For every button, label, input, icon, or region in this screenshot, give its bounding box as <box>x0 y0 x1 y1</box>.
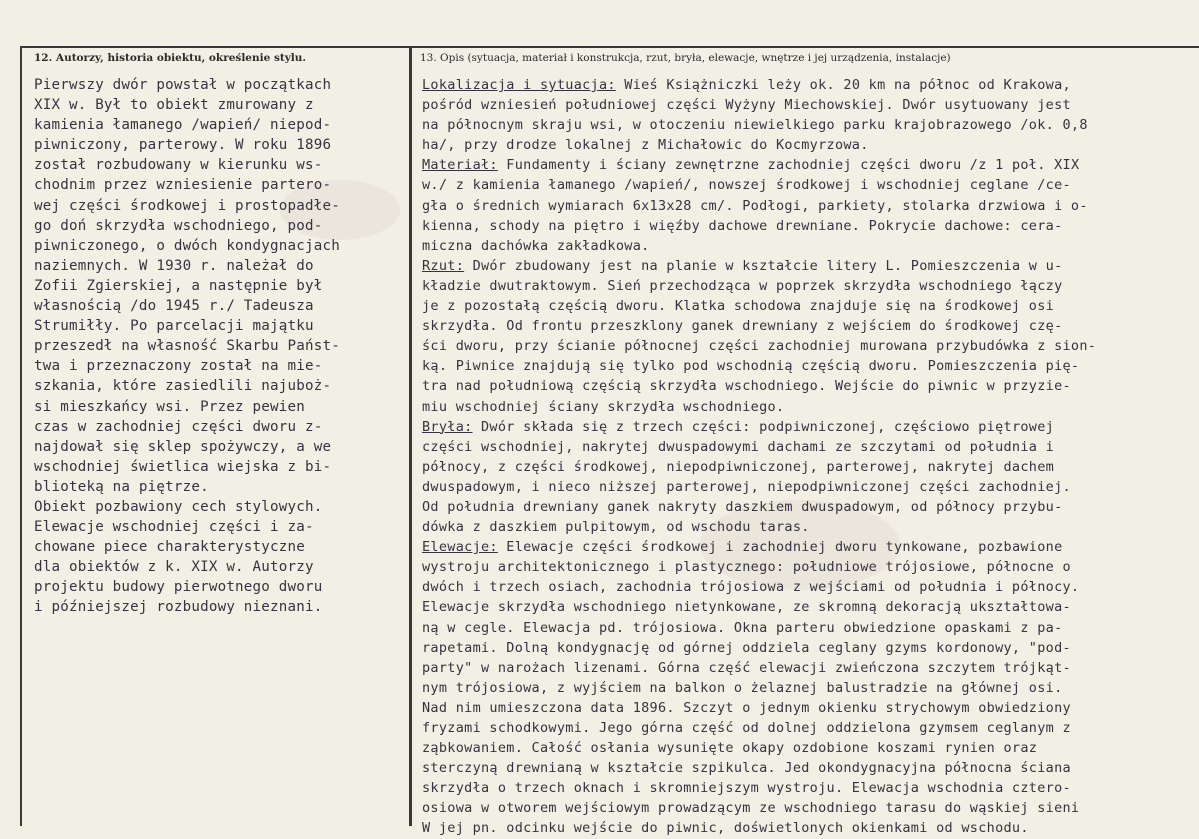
description-text-line <box>422 818 1192 838</box>
history-text-line: Strumiłły. Po parcelacji majątku <box>34 318 314 335</box>
history-text-line: został rozbudowany w kierunku ws- <box>34 157 323 174</box>
description-text-line <box>422 577 1192 597</box>
history-text-line: przeszedł na własność Skarbu Państ- <box>34 338 340 355</box>
history-text-line: Zofii Zgierskiej, a następnie był <box>34 277 323 294</box>
section-text: Dwór zbudowany jest na planie w kształcie litery L. Pomieszczenia w u- <box>464 257 1063 274</box>
section-text: pośród wzniesień południowej części Wyżyny Miechowskiej. Dwór usytuowany jest <box>422 97 1071 114</box>
form-top-rule <box>20 46 1199 48</box>
description-text-line <box>422 758 1192 778</box>
history-text-line: Obiekt pozbawiony cech stylowych. <box>34 498 323 515</box>
section-text: miczna dachówka zakładkowa. <box>422 237 650 254</box>
section-text: miu wschodniej ściany skrzydła wschodniego. <box>422 398 785 415</box>
description-text-line <box>422 778 1192 798</box>
history-text-line: wej części środkowej i prostopadłe- <box>34 197 340 214</box>
section-text: na północnym skraju wsi, w otoczeniu niewielkiego parku krajobrazowego /ok. 0,8 <box>422 117 1088 134</box>
description-text-line <box>422 638 1192 658</box>
section-text: Nad nim umieszczona data 1896. Szczyt o jednym okienku strychowym obwiedziony <box>422 699 1071 716</box>
description-text-line <box>422 537 1192 557</box>
section-text: Elewacje skrzydła wschodniego nietynkowane, ze skromną dekoracją ukształtowa- <box>422 599 1071 616</box>
section-text: ha/, przy drodze lokalnej z Michałowic do Kocmyrzowa. <box>422 137 869 154</box>
history-text-line: własnością /do 1945 r./ Tadeusza <box>34 298 314 315</box>
section-text: je z pozostałą częścią dworu. Klatka schodowa znajduje się na środkowej osi <box>422 298 1055 315</box>
description-text-line <box>422 336 1192 356</box>
description-text-line <box>422 698 1192 718</box>
section-text: party" w narożach lizenami. Górna część elewacji zwieńczona szczytem trójkąt- <box>422 659 1071 676</box>
description-text-line <box>422 115 1192 135</box>
section-13-header: 13. Opis (sytuacja, materiał i konstrukcja, rzut, bryła, elewacje, wnętrze i jej urządzenia, instalacje) <box>420 52 951 64</box>
description-text-line <box>422 356 1192 376</box>
section-label: Rzut: <box>422 257 465 274</box>
section-text: w./ z kamienia łamanego /wapień/, nowszej środkowej i wschodniej ceglane /ce- <box>422 177 1071 194</box>
description-text-line <box>422 618 1192 638</box>
history-text-line: kamienia łamanego /wapień/ niepod- <box>34 117 332 134</box>
history-text-line: dla obiektów z k. XIX w. Autorzy <box>34 559 314 576</box>
description-text-line <box>422 557 1192 577</box>
description-text-line <box>422 658 1192 678</box>
history-text-line: najdował się sklep spożywczy, a we <box>34 438 332 455</box>
section-label: Materiał: <box>422 157 498 174</box>
section-label: Lokalizacja i sytuacja: <box>422 77 616 93</box>
description-text-line <box>422 517 1192 537</box>
section-label: Elewacje: <box>422 539 498 556</box>
section-label: Bryła: <box>422 418 473 435</box>
section-text: ząbkowaniem. Całość osłania wysunięte okapy ozdobione koszami rynien oraz <box>422 740 1038 757</box>
section-text: osiowa w otworem wejściowym prowadzącym ze wschodniego tarasu do wąskiej sieni <box>422 800 1080 817</box>
description-text-line <box>422 216 1192 236</box>
description-text-line <box>422 175 1192 195</box>
section-text: skrzydła. Od frontu przeszklony ganek drewniany z wejściem do środkowej czę- <box>422 318 1063 335</box>
section-text: dwuspadowym, i nieco niższej parterowej, niepodpiwniczonej części zachodniej. <box>422 478 1071 495</box>
history-text-line: go doń skrzydła wschodniego, pod- <box>34 217 323 234</box>
history-text-line: szkania, które zasiedlili najuboż- <box>34 378 332 395</box>
history-text-line: projektu budowy pierwotnego dworu <box>34 579 323 596</box>
section-text: Fundamenty i ściany zewnętrzne zachodniej części dworu /z 1 poł. XIX <box>497 157 1080 174</box>
history-text-line: chowane piece charakterystyczne <box>34 539 305 556</box>
description-text-line <box>422 397 1192 417</box>
section-text: sterczyną drewnianą w kształcie szpikulca. Jed okondygnacyjna północna ściana <box>422 760 1071 777</box>
section-text: ści dworu, przy ścianie północnej części zachodniej murowana przybudówka z sion- <box>422 338 1097 355</box>
section-text: Dwór składa się z trzech części: podpiwniczonej, częściowo piętrowej <box>472 418 1055 435</box>
section-12-header: 12. Autorzy, historia obiektu, określenie stylu. <box>34 52 307 64</box>
form-left-rule <box>20 46 22 826</box>
description-text-line <box>422 316 1192 336</box>
history-text-line: blioteką na piętrze. <box>34 478 209 495</box>
history-text-line: Pierwszy dwór powstał w początkach <box>34 77 332 93</box>
description-text-line <box>422 738 1192 758</box>
description-text-line <box>422 497 1192 517</box>
section-text: części wschodniej, nakrytej dwuspadowymi dachami ze szczytami od południa i <box>422 438 1055 455</box>
description-text-line <box>422 95 1192 115</box>
description-text-line <box>422 437 1192 457</box>
section-text: fryzami schodkowymi. Jego górna część od dolnej oddzielona gzymsem ceglanym z <box>422 720 1071 736</box>
section-text: Elewacje części środkowej i zachodniej dworu tynkowane, pozbawione <box>497 539 1063 556</box>
description-text-line <box>422 477 1192 497</box>
history-text-column <box>34 75 402 618</box>
description-text-line <box>422 376 1192 396</box>
history-text-line: czas w zachodniej części dworu z- <box>34 418 323 435</box>
section-text: skrzydła o trzech oknach i skromniejszym wystroju. Elewacja wschodnia cztero- <box>422 780 1071 797</box>
section-text: Wieś Książniczki leży ok. 20 km na północ od Krakowa, <box>615 77 1071 93</box>
description-text-line <box>422 256 1192 276</box>
section-text: W jej pn. odcinku wejście do piwnic, doświetlonych okienkami od wschodu. <box>422 820 1029 837</box>
description-text-line <box>422 417 1192 437</box>
history-text-line: wschodniej świetlica wiejska z bi- <box>34 458 332 475</box>
history-text-line: chodnim przez wzniesienie partero- <box>34 177 332 194</box>
section-text: dwóch i trzech osiach, zachodnia trójosiowa z wejściami od południa i północy. <box>422 579 1080 596</box>
section-text: kładzie dwutraktowym. Sień przechodząca w poprzek skrzydła wschodniego łączy <box>422 277 1063 294</box>
history-text-line: naziemnych. W 1930 r. należał do <box>34 257 314 274</box>
history-text-line: twa i przeznaczony został na mie- <box>34 358 323 375</box>
description-text-line <box>422 155 1192 175</box>
description-text-line <box>422 75 1192 95</box>
history-text-line: piwniczonego, o dwóch kondygnacjach <box>34 237 340 254</box>
section-text: tra nad południową częścią skrzydła wschodniego. Wejście do piwnic w przyzie- <box>422 378 1071 395</box>
description-text-line <box>422 597 1192 617</box>
section-text: północy, z części środkowej, niepodpiwniczonej, parterowej, nakrytej dachem <box>422 458 1055 475</box>
section-text: ką. Piwnice znajdują się tylko pod wschodnią częścią dworu. Pomieszczenia pię- <box>422 358 1080 375</box>
description-text-line <box>422 678 1192 698</box>
description-text-line <box>422 276 1192 296</box>
section-text: ną w cegle. Elewacja pd. trójosiowa. Okna parteru obwiedzione opaskami z pa- <box>422 619 1063 636</box>
section-text: gła o średnich wymiarach 6x13x28 cm/. Podłogi, parkiety, stolarka drzwiowa i o- <box>422 197 1088 214</box>
column-divider <box>409 46 412 826</box>
history-text-line: si mieszkańcy wsi. Przez pewien <box>34 398 305 415</box>
description-text-line <box>422 236 1192 256</box>
description-text-line <box>422 457 1192 477</box>
section-text: wystroju architektonicznego i plastycznego: południowe trójosiowe, północne o <box>422 559 1071 576</box>
history-text-line: Elewacje wschodniej części i za- <box>34 519 314 536</box>
history-text-line: i późniejszej rozbudowy nieznani. <box>34 599 323 616</box>
section-text: kienna, schody na piętro i więźby dachowe drewniane. Pokrycie dachowe: cera- <box>422 217 1063 234</box>
description-text-line <box>422 798 1192 818</box>
description-text-line <box>422 718 1192 738</box>
section-text: Od południa drewniany ganek nakryty daszkiem dwuspadowym, od północy przybu- <box>422 498 1063 515</box>
description-text-line <box>422 135 1192 155</box>
section-text: dówka z daszkiem pulpitowym, od wschodu taras. <box>422 519 810 536</box>
description-text-line <box>422 196 1192 216</box>
history-text-line: piwniczony, parterowy. W roku 1896 <box>34 137 332 154</box>
history-text-line: XIX w. Był to obiekt zmurowany z <box>34 97 314 114</box>
description-text-column <box>422 75 1192 839</box>
section-text: rapetami. Dolną kondygnację od górnej oddziela ceglany gzyms kordonowy, "pod- <box>422 639 1071 656</box>
description-text-line <box>422 296 1192 316</box>
section-text: nym trójosiowa, z wyjściem na balkon o żelaznej balustradzie na głównej osi. <box>422 679 1063 696</box>
